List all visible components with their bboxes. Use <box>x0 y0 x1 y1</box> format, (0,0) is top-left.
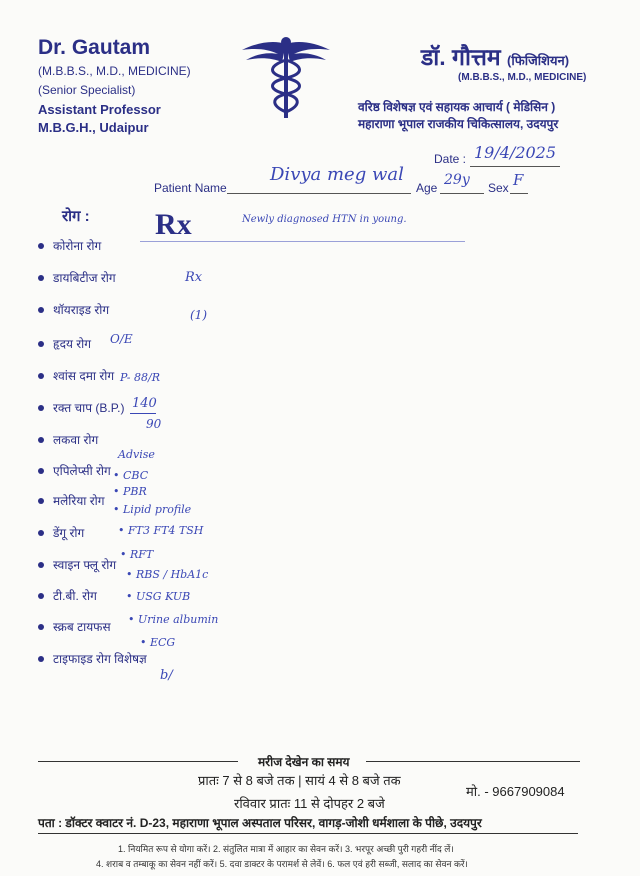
date-value: 19/4/2025 <box>474 143 557 162</box>
mobile-number: मो. - 9667909084 <box>466 784 565 799</box>
sex-underline <box>510 193 528 194</box>
hand-note: b/ <box>160 668 173 683</box>
bullet <box>38 562 44 568</box>
hand-note: • ECG <box>140 636 176 649</box>
disease-item: एपिलेप्सी रोग <box>53 464 111 478</box>
doctor-degree-hi: (M.B.B.S., M.D., MEDICINE) <box>458 72 587 83</box>
date-underline <box>470 166 560 167</box>
doctor-senior-en: (Senior Specialist) <box>38 83 136 97</box>
disease-item: लकवा रोग <box>53 433 99 447</box>
hand-note: • FT3 FT4 TSH <box>118 524 204 537</box>
doctor-name-en: Dr. Gautam <box>38 36 151 59</box>
doctor-degree-en: (M.B.B.S., M.D., MEDICINE) <box>38 64 191 78</box>
date-label: Date : <box>434 152 467 166</box>
disease-item: थॉयराइड रोग <box>53 303 110 317</box>
disease-item: स्वाइन फ्लू रोग <box>53 558 117 572</box>
doctor-position-hi: वरिष्ठ विशेषज्ञ एवं सहायक आचार्य ( मेडिसिन ) <box>358 100 556 114</box>
patient-name-label: Patient Name <box>154 181 227 195</box>
bullet <box>38 530 44 536</box>
hand-note: • CBC <box>113 469 149 482</box>
health-tips-2: 4. शराब व तम्बाकू का सेवन नहीं करें। 5. दवा डाक्टर के परामर्श से लेवें। 6. फल एवं हरी सब्जी, सलाद का सेवन करें। <box>96 859 468 869</box>
address: पता : डॉक्टर क्वाटर नं. D-23, महाराणा भूपाल अस्पताल परिसर, वागड़-जोशी धर्मशाला के पीछे, उदयपुर <box>38 816 482 830</box>
hand-note: Rx <box>185 270 203 285</box>
disease-item: हृदय रोग <box>53 337 92 351</box>
patient-name-value: Divya meg wal <box>270 164 404 185</box>
hand-note: • Urine albumin <box>128 613 219 626</box>
bullet <box>38 437 44 443</box>
diagnosis-note: Newly diagnosed HTN in young. <box>242 214 407 225</box>
disease-item: टाइफाइड रोग विशेषज्ञ <box>53 652 147 666</box>
hand-note: • Lipid profile <box>113 503 192 516</box>
hand-note: • USG KUB <box>126 590 191 603</box>
hand-note: P- 88/R <box>120 371 160 384</box>
bp-divider <box>130 413 156 414</box>
hand-note: Advise <box>118 448 155 461</box>
hand-note: O/E <box>110 332 133 346</box>
caduceus-icon <box>238 30 334 124</box>
disease-item: टी.बी. रोग <box>53 589 97 603</box>
disease-item: डायबिटीज रोग <box>53 271 116 285</box>
timing-line2: रविवार प्रातः 11 से दोपहर 2 बजे <box>234 796 385 811</box>
bullet <box>38 656 44 662</box>
bullet <box>38 405 44 411</box>
doctor-name-hi: डॉ. गौत्तम (फिजिशियन) <box>421 44 570 70</box>
bullet <box>38 275 44 281</box>
footer-rule-left <box>38 761 238 762</box>
bullet <box>38 498 44 504</box>
rx-symbol: Rx <box>155 208 192 241</box>
rx-underline <box>140 241 465 242</box>
health-tips-1: 1. नियमित रूप से योगा करें। 2. संतुलित मात्रा में आहार का सेवन करें। 3. भरपूर अच्छी पुरी गहरी नींद लें। <box>118 844 454 854</box>
footer-rule-right <box>366 761 580 762</box>
hand-note: • RFT <box>120 548 154 561</box>
sex-value: F <box>513 171 524 189</box>
doctor-hospital-hi: महाराणा भूपाल राजकीय चिकित्सालय, उदयपुर <box>358 117 559 131</box>
age-value: 29y <box>444 172 470 188</box>
disease-item: डेंगू रोग <box>53 526 85 540</box>
disease-item: मलेरिया रोग <box>53 494 105 508</box>
hand-note: • RBS / HbA1c <box>126 568 209 581</box>
bullet <box>38 593 44 599</box>
hand-note: • PBR <box>113 485 147 498</box>
bullet <box>38 468 44 474</box>
doctor-position-en: Assistant Professor <box>38 102 161 117</box>
diseases-title: रोग : <box>62 208 90 225</box>
disease-item: श्वांस दमा रोग <box>53 369 115 383</box>
doctor-hospital-en: M.B.G.H., Udaipur <box>38 120 149 135</box>
age-label: Age <box>416 181 438 195</box>
patient-name-underline <box>227 193 411 194</box>
disease-item: स्क्रब टायफस <box>53 620 111 634</box>
bullet <box>38 243 44 249</box>
timing-title: मरीज देखेन का समय <box>258 755 350 769</box>
bullet <box>38 624 44 630</box>
bullet <box>38 373 44 379</box>
bullet <box>38 307 44 313</box>
bp-systolic: 140 <box>132 396 157 411</box>
sex-label: Sex <box>488 181 509 195</box>
timing-line1: प्रातः 7 से 8 बजे तक | सायं 4 से 8 बजे तक <box>198 773 401 788</box>
footer-rule-bottom <box>38 833 578 834</box>
bp-diastolic: 90 <box>146 417 162 431</box>
age-underline <box>440 193 484 194</box>
hand-note: (1) <box>190 308 207 322</box>
disease-item: रक्त चाप (B.P.) <box>53 401 125 415</box>
bullet <box>38 341 44 347</box>
disease-item: कोरोना रोग <box>53 239 102 253</box>
